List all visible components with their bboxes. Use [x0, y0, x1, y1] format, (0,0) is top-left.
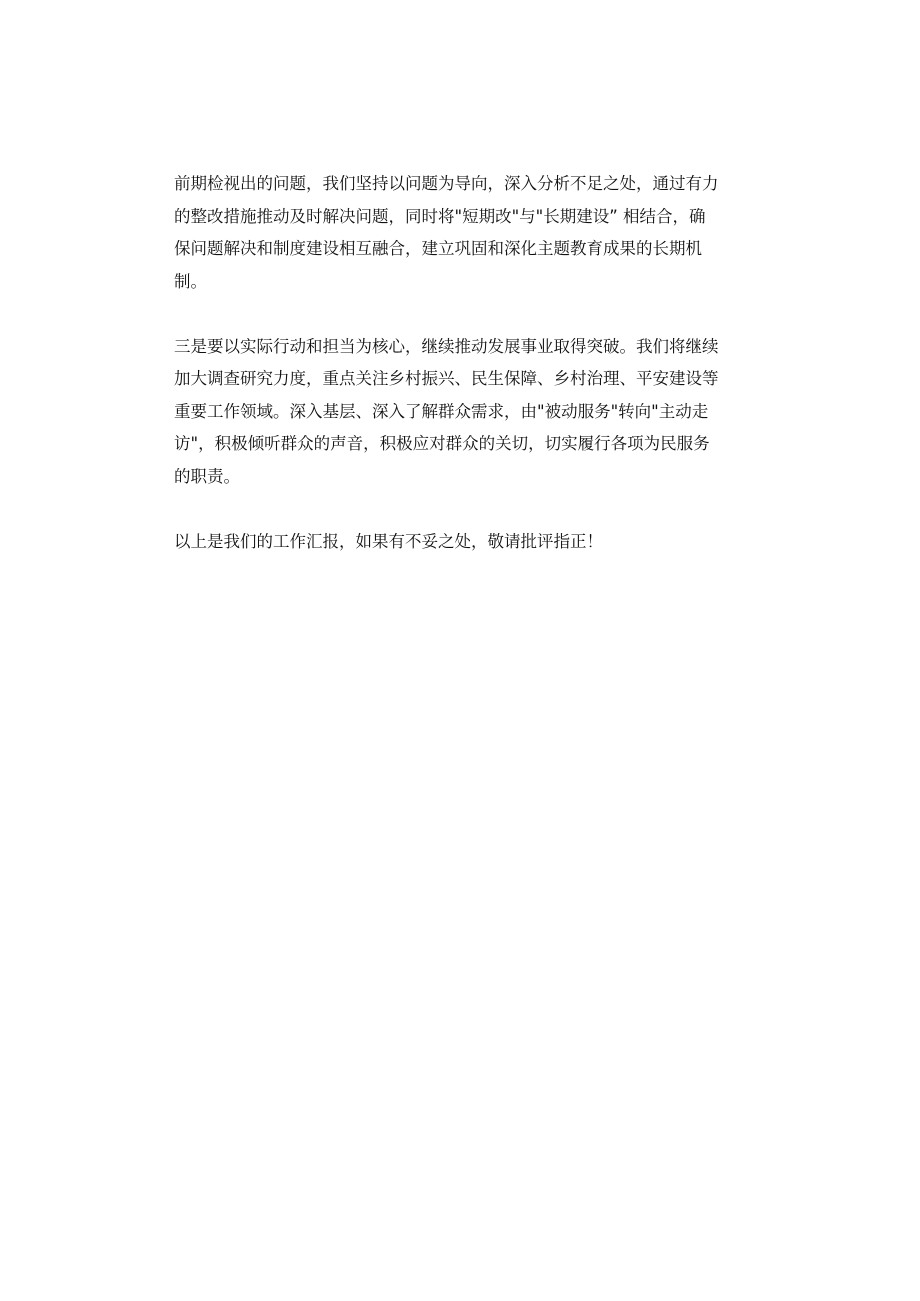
paragraph-spacer [174, 298, 749, 331]
paragraph-line: 前期检视出的问题，我们坚持以问题为导向，深入分析不足之处，通过有力 [174, 174, 719, 193]
paragraph-line: 保问题解决和制度建设相互融合，建立巩固和深化主题教育成果的长期机 [174, 239, 702, 258]
paragraph-line: 三是要以实际行动和担当为核心，继续推动发展事业取得突破。我们将继续 [174, 336, 719, 356]
document-body [174, 168, 749, 558]
paragraph-line: 以上是我们的工作汇报，如果有不妥之处，敬请批评指正！ [174, 531, 603, 551]
paragraph-line: 访"，积极倾听群众的声音，积极应对群众的关切，切实履行各项为民服务 [174, 434, 710, 453]
paragraph-line: 加大调查研究力度，重点关注乡村振兴、民生保障、乡村治理、平安建设等 [174, 369, 719, 388]
paragraph-line: 的职责。 [174, 466, 240, 486]
paragraph-line: 的整改措施推动及时解决问题，同时将"短期改"与"长期建设” 相结合，确 [174, 206, 706, 226]
paragraph-2 [174, 331, 749, 494]
paragraph-1 [174, 168, 749, 298]
paragraph-line: 制。 [174, 271, 207, 291]
paragraph-spacer [174, 493, 749, 526]
paragraph-line: 重要工作领域。深入基层、深入了解群众需求，由"被动服务"转向"主动走 [174, 401, 709, 421]
paragraph-3 [174, 526, 749, 559]
